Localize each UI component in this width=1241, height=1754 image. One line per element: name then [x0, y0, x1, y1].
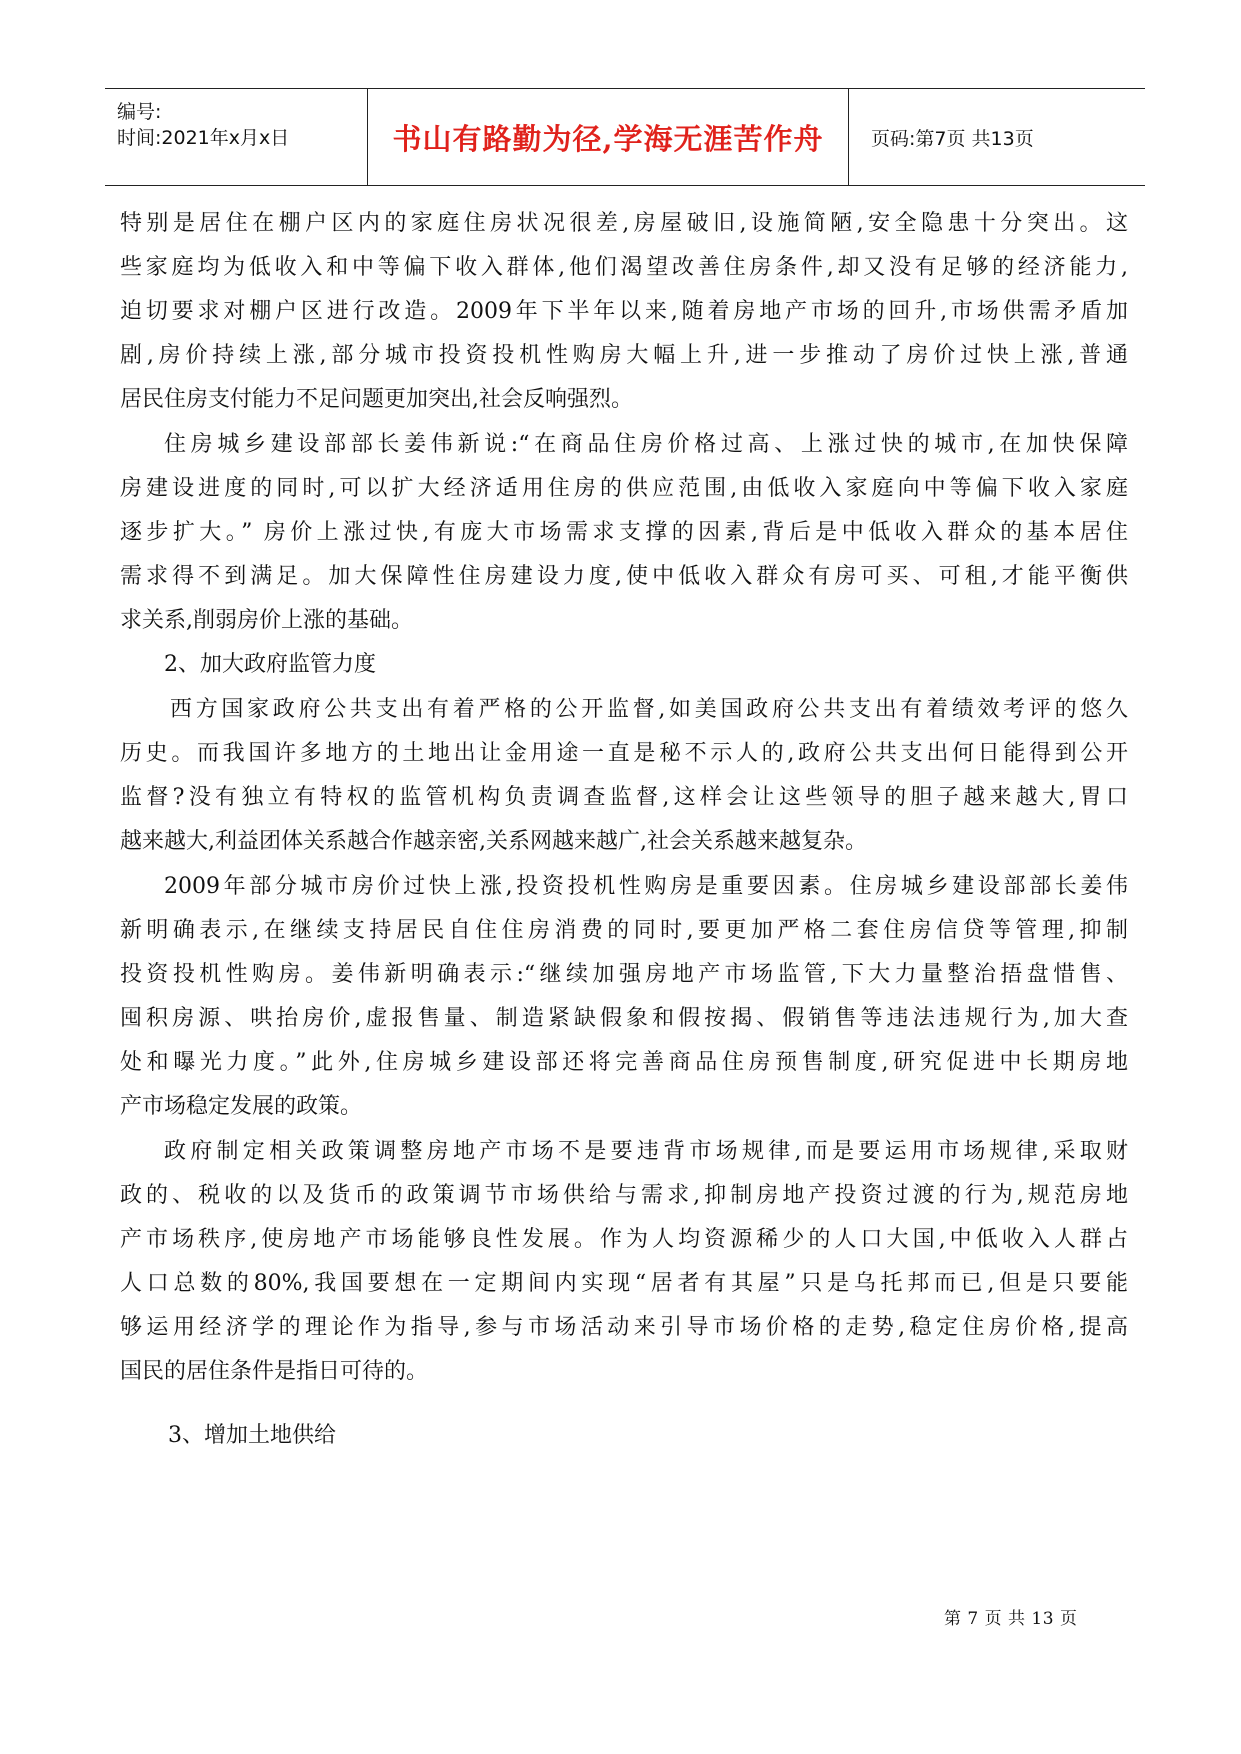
text-line: 些家庭均为低收入和中等偏下收入群体,他们渴望改善住房条件,却又没有足够的经济能力,	[120, 255, 1128, 280]
header-motto: 书山有路勤为径,学海无涯苦作舟	[392, 121, 824, 156]
doc-time-label: 时间:2021年x月x日	[117, 127, 290, 149]
text-line: 求关系,削弱房价上涨的基础。	[120, 608, 413, 633]
header-page-label: 页码:第7页 共13页	[871, 127, 1034, 150]
header-page-cell	[849, 89, 1145, 185]
text-line: 2009年部分城市房价过快上涨,投资投机性购房是重要因素。住房城乡建设部部长姜伟	[164, 874, 1128, 899]
doc-number-label: 编号:	[117, 101, 162, 123]
text-line: 剧,房价持续上涨,部分城市投资投机性购房大幅上升,进一步推动了房价过快上涨,普通	[120, 343, 1128, 368]
text-line: 监督?没有独立有特权的监管机构负责调查监督,这样会让这些领导的胆子越来越大,胃口	[120, 785, 1128, 810]
text-line: 处和曝光力度。”此外,住房城乡建设部还将完善商品住房预售制度,研究促进中长期房地	[120, 1050, 1128, 1075]
text-line: 需求得不到满足。加大保障性住房建设力度,使中低收入群众有房可买、可租,才能平衡供	[120, 564, 1128, 589]
text-line: 新明确表示,在继续支持居民自住住房消费的同时,要更加严格二套住房信贷等管理,抑制	[120, 918, 1128, 943]
text-line: 产市场秩序,使房地产市场能够良性发展。作为人均资源稀少的人口大国,中低收入人群占	[120, 1227, 1128, 1252]
section-heading: 3、增加土地供给	[168, 1423, 336, 1448]
text-line: 历史。而我国许多地方的土地出让金用途一直是秘不示人的,政府公共支出何日能得到公开	[120, 741, 1128, 766]
text-line: 特别是居住在棚户区内的家庭住房状况很差,房屋破旧,设施简陋,安全隐患十分突出。这	[120, 211, 1128, 236]
text-line: 国民的居住条件是指日可待的。	[120, 1359, 429, 1384]
text-line: 政的、税收的以及货币的政策调节市场供给与需求,抑制房地产投资过渡的行为,规范房地	[120, 1183, 1128, 1208]
text-line: 越来越大,利益团体关系越合作越亲密,关系网越来越广,社会关系越来越复杂。	[120, 829, 867, 854]
text-line: 够运用经济学的理论作为指导,参与市场活动来引导市场价格的走势,稳定住房价格,提高	[120, 1315, 1128, 1340]
text-line: 房建设进度的同时,可以扩大经济适用住房的供应范围,由低收入家庭向中等偏下收入家庭	[120, 476, 1128, 501]
text-line: 囤积房源、哄抬房价,虚报售量、制造紧缺假象和假按揭、假销售等违法违规行为,加大查	[120, 1006, 1128, 1031]
text-line: 投资投机性购房。姜伟新明确表示:“继续加强房地产市场监管,下大力量整治捂盘惜售、	[120, 962, 1128, 987]
text-line: 居民住房支付能力不足问题更加突出,社会反响强烈。	[120, 387, 633, 412]
text-line: 政府制定相关政策调整房地产市场不是要违背市场规律,而是要运用市场规律,采取财	[164, 1139, 1128, 1164]
text-line: 住房城乡建设部部长姜伟新说:“在商品住房价格过高、上涨过快的城市,在加快保障	[164, 432, 1128, 457]
header-meta	[105, 89, 367, 185]
text-line: 产市场稳定发展的政策。	[120, 1094, 363, 1119]
header-motto-cell	[368, 89, 848, 185]
text-line: 西方国家政府公共支出有着严格的公开监督,如美国政府公共支出有着绩效考评的悠久	[170, 697, 1128, 722]
page-header	[105, 88, 1145, 186]
text-line: 逐步扩大。” 房价上涨过快,有庞大市场需求支撑的因素,背后是中低收入群众的基本居住	[120, 520, 1128, 545]
text-line: 人口总数的80%,我国要想在一定期间内实现“居者有其屋”只是乌托邦而已,但是只要能	[120, 1271, 1128, 1296]
section-heading: 2、加大政府监管力度	[164, 652, 376, 677]
text-line: 迫切要求对棚户区进行改造。2009年下半年以来,随着房地产市场的回升,市场供需矛盾加	[120, 299, 1128, 324]
page-footer: 第 7 页 共 13 页	[944, 1609, 1078, 1629]
